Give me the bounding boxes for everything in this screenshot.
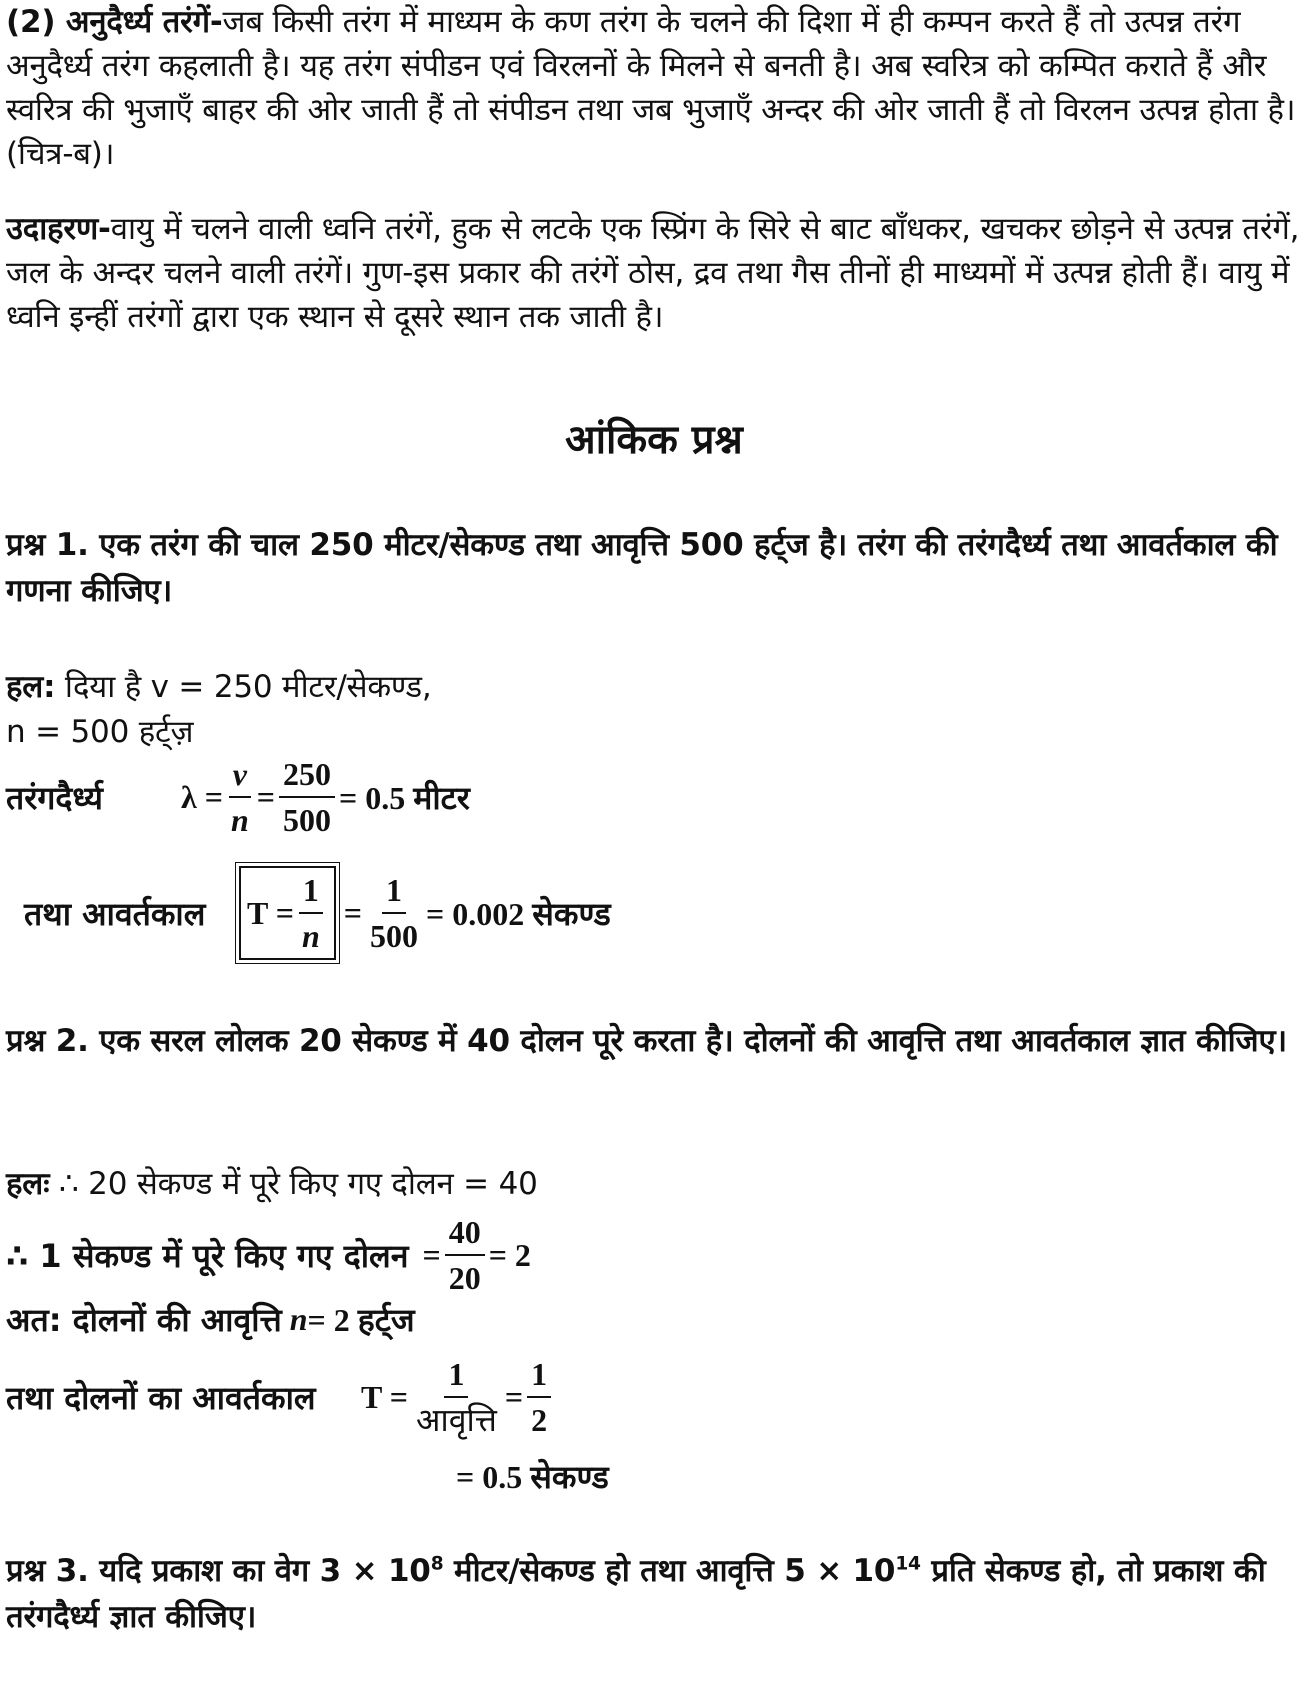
paragraph-lead: (2) अनुदैर्ध्य तरंगें- (6, 4, 223, 40)
exponent-14: 14 (895, 1553, 921, 1575)
fraction-1-over-2 (527, 1352, 551, 1442)
q1-period-equation (24, 866, 611, 960)
solution-given: दिया है v = 250 मीटर/सेकण्ड, (55, 669, 432, 705)
exponent-8: 8 (430, 1553, 444, 1575)
paragraph-text: वायु में चलने वाली ध्वनि तरंगें, हुक से लटके एक स्प्रिंग के सिरे से बाट बाँधकर, खचकर छोड़ने से उत्पन्न तरंगें, जल के अन्दर चलने वाली तरंगें। गुण-इस प्रकार की तरंगें ठोस, द्रव तथा गैस तीनों ही माध्यमों में उत्पन्न होती हैं। वायु में ध्वनि इन्हीं तरंगों द्वारा एक स्थान से दूसरे स्थान तक जाती है। (6, 211, 1300, 335)
wavelength-label: तरंगदैर्ध्य (6, 778, 103, 817)
boxed-formula (239, 866, 336, 960)
period-label: तथा आवर्तकाल (24, 894, 206, 933)
fraction-denominator: 20 (448, 1260, 481, 1296)
equation-lhs: T = (361, 1378, 408, 1415)
question-text-part-1: प्रश्न 3. यदि प्रकाश का वेग 3 × 10 (6, 1553, 431, 1589)
paragraph-lead: उदाहरण- (6, 211, 111, 247)
paragraph-text: जब किसी तरंग में माध्यम के कण तरंग के चलने की दिशा में ही कम्पन करते हैं तो उत्पन्न तरंग अनुदैर्ध्य तरंग कहलाती है। यह तरंग संपीडन एवं विरलनों के मिलने से बनती है। अब स्वरित्र को कम्पित कराते हैं और स्वरित्र की भुजाएँ बाहर की ओर जाती हैं तो संपीडन तथा जब भुजाएँ अन्दर की ओर जाती हैं तो विरलन उत्पन्न होता है। (चित्र-ब)। (6, 4, 1296, 172)
q2-oscillations-per-second (6, 1210, 531, 1300)
line-result: = 2 हर्ट्ज (307, 1302, 415, 1338)
q2-solution-line-1 (6, 1162, 1302, 1206)
paragraph-longitudinal-waves (6, 0, 1302, 176)
equals-sign: = (256, 778, 275, 815)
fraction-denominator: आवृत्ति (416, 1401, 497, 1439)
question-3 (6, 1548, 1302, 1640)
fraction-denominator: 500 (370, 918, 419, 954)
section-heading: आंकिक प्रश्न (565, 417, 743, 463)
q1-solution-given-1 (6, 665, 1302, 709)
fraction-numerator: 1 (527, 1352, 551, 1398)
fraction-1-over-n (298, 868, 324, 958)
line-label: अत: दोलनों की आवृत्ति (6, 1301, 282, 1339)
fraction-numerator: 1 (382, 868, 406, 914)
solution-line: ∴ 20 सेकण्ड में पूरे किए गए दोलन = 40 (49, 1166, 538, 1202)
fraction-v-over-n (227, 752, 253, 842)
q2-frequency-line (6, 1298, 415, 1341)
equals-sign: = (504, 1378, 524, 1415)
fraction-1-over-500 (366, 868, 422, 958)
fraction-denominator: 500 (282, 802, 331, 838)
question-1: प्रश्न 1. एक तरंग की चाल 250 मीटर/सेकण्ड तथा आवृत्ति 500 हर्ट्ज है। तरंग की तरंगदैर्ध्य तथा आवर्तकाल की गणना कीजिए। (6, 527, 1278, 609)
period-result: = 0.002 सेकण्ड (426, 895, 611, 932)
line-label: ∴ 1 सेकण्ड में पूरे किए गए दोलन (6, 1236, 409, 1275)
fraction-denominator: n (230, 802, 249, 838)
period-label: तथा दोलनों का आवर्तकाल (6, 1378, 316, 1417)
paragraph-examples (6, 207, 1302, 339)
wavelength-result: = 0.5 मीटर (338, 779, 470, 816)
question-2: प्रश्न 2. एक सरल लोलक 20 सेकण्ड में 40 दोलन पूरे करता है। दोलनों की आवृत्ति तथा आवर्तकाल ज्ञात कीजिए। (6, 1023, 1287, 1059)
fraction-1-over-frequency (412, 1352, 501, 1442)
fraction-250-over-500 (279, 752, 335, 842)
equals-sign: = (422, 1236, 441, 1273)
fraction-numerator: 1 (299, 868, 323, 914)
line-result: = 2 (488, 1236, 531, 1273)
solution-label: हलः (6, 1166, 50, 1202)
fraction-numerator: 250 (279, 752, 335, 798)
solution-label: हल: (6, 669, 56, 705)
fraction-numerator: v (229, 752, 251, 798)
q2-period-equation (6, 1352, 555, 1442)
fraction-denominator: n (302, 918, 320, 954)
equation-lhs: T = (247, 894, 294, 931)
fraction-denominator: 2 (531, 1402, 548, 1438)
fraction-40-over-20 (445, 1210, 485, 1300)
equals-sign: = (343, 894, 363, 931)
q2-period-result: = 0.5 सेकण्ड (456, 1459, 609, 1495)
q1-wavelength-equation (6, 752, 470, 842)
q1-solution-given-2: n = 500 हर्ट्ज़ (6, 714, 194, 750)
fraction-numerator: 40 (445, 1210, 485, 1256)
question-text-part-2: मीटर/सेकण्ड हो तथा आवृत्ति 5 × 10 (443, 1553, 896, 1589)
question-text-part-3: प्रति सेकण्ड हो, तो प्रकाश की तरंगदैर्ध्य ज्ञात कीजिए। (6, 1553, 1266, 1635)
fraction-numerator: 1 (444, 1352, 468, 1398)
equation-lhs: λ = (181, 778, 223, 815)
frequency-variable: n (289, 1301, 308, 1337)
